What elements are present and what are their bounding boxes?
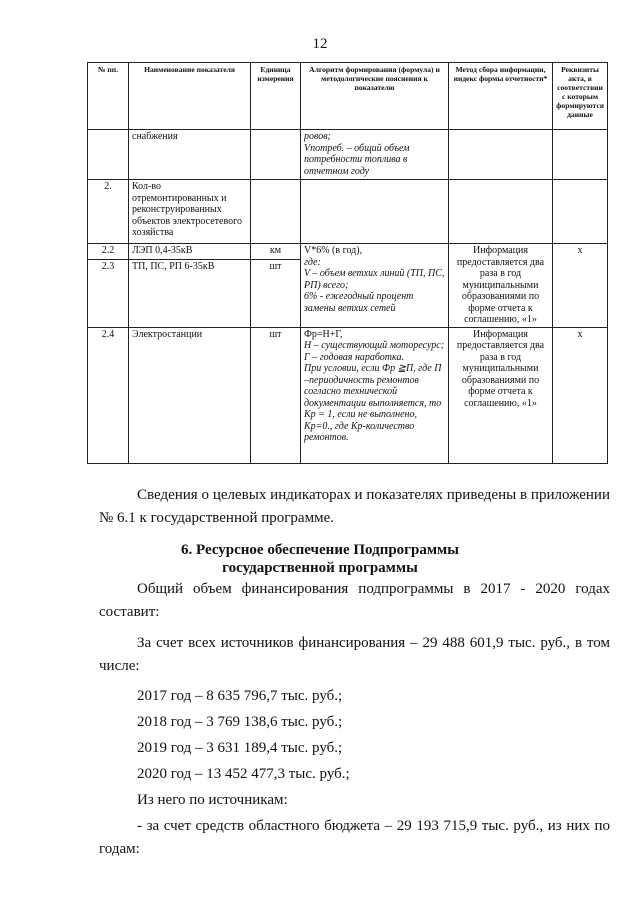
table-row xyxy=(88,327,608,463)
header-algorithm: Алгоритм формирования (формула) и методологические пояснения к показателю xyxy=(301,63,449,130)
cell-num: 2. xyxy=(88,180,129,244)
cell-num: 2.4 xyxy=(88,327,129,463)
year-2020-line: 2020 год – 13 452 477,3 тыс. руб.; xyxy=(137,766,350,782)
cell-num: 2.3 xyxy=(88,260,129,327)
formula-line: потребности топлива в xyxy=(304,154,408,165)
cell-name: снабжения xyxy=(129,130,251,180)
formula-main: V*6% (в год), xyxy=(304,245,363,256)
cell-unit: км xyxy=(251,244,301,260)
cell-unit: шт xyxy=(251,327,301,463)
formula-line: отчетном году xyxy=(304,165,370,177)
all-sources-paragraph: За счет всех источников финансирования – 29 488 601,9 тыс. руб., в том числе: xyxy=(99,635,610,674)
header-unit: Единица измерения xyxy=(251,63,301,130)
by-sources-line: Из него по источникам: xyxy=(137,792,288,808)
table-row xyxy=(88,180,608,244)
cell-requisites: х xyxy=(553,327,608,463)
formula-line: V – объем ветхих линий (ТП, ПС, РП) всего; xyxy=(304,268,445,291)
formula-line: Н – существующий моторесурс; xyxy=(304,340,445,351)
indicators-paragraph: Сведения о целевых индикаторах и показателях приведены в приложении № 6.1 к государственной программе. xyxy=(99,487,610,526)
formula-main: Фр=Н+Г, xyxy=(304,328,343,340)
cell-algorithm xyxy=(301,130,449,180)
cell-method: Информация предоставляется два раза в год муниципальными образованиями по форме отчета к соглашению, «1» xyxy=(449,327,553,463)
regional-budget-paragraph: - за счет средств областного бюджета – 29 193 715,9 тыс. руб., из них по годам: xyxy=(99,818,610,857)
formula-line: 6% - ежегодный процент замены ветхих сетей xyxy=(304,291,414,314)
year-2019-line: 2019 год – 3 631 189,4 тыс. руб.; xyxy=(137,740,343,756)
page-number: 12 xyxy=(312,36,328,52)
cell-num: 2.2 xyxy=(88,244,129,260)
section-heading-line1: 6. Ресурсное обеспечение Подпрограммы xyxy=(181,542,459,558)
table-row xyxy=(88,244,608,260)
formula-line: Г – годовая наработка. xyxy=(304,351,404,363)
cell-algorithm xyxy=(301,327,449,463)
header-requisites: Реквизиты акта, в соответствии с которым формируются данные xyxy=(553,63,608,130)
formula-line: При условии, если Фр ≧П, где П –периодичность ремонтов согласно технической документации выполняется, то Кр = 1, если не выполнено, Кр=0., где Кр-количество ремонтов. xyxy=(304,363,442,443)
cell-requisites: х xyxy=(553,244,608,328)
cell-method: Информация предоставляется два раза в год муниципальными образованиями по форме отчета к соглашению, «1» xyxy=(449,244,553,328)
formula-line: Vпотреб. – общий объем xyxy=(304,142,410,154)
section-heading-line2: государственной программы xyxy=(222,560,418,576)
header-method: Метод сбора информации, индекс формы отчетности* xyxy=(449,63,553,130)
table-row xyxy=(88,130,608,180)
cell-unit: шт xyxy=(251,260,301,327)
cell-name: Кол-во отремонтированных и реконструированных объектов электросетевого хозяйства xyxy=(129,180,251,244)
year-2017-line: 2017 год – 8 635 796,7 тыс. руб.; xyxy=(137,688,343,704)
cell-name: ЛЭП 0,4-35кВ xyxy=(129,244,251,260)
total-funding-paragraph: Общий объем финансирования подпрограммы в 2017 - 2020 годах составит: xyxy=(99,581,610,620)
indicators-table xyxy=(87,62,608,464)
cell-name: Электростанции xyxy=(129,327,251,463)
formula-line: ровов; xyxy=(304,131,331,142)
header-num: № пп. xyxy=(88,63,129,130)
cell-algorithm xyxy=(301,244,449,328)
table-header-row xyxy=(88,63,608,130)
cell-name: ТП, ПС, РП 6-35кВ xyxy=(129,260,251,327)
formula-line: где: xyxy=(304,256,321,268)
header-name: Наименование показателя xyxy=(129,63,251,130)
year-2018-line: 2018 год – 3 769 138,6 тыс. руб.; xyxy=(137,714,343,730)
